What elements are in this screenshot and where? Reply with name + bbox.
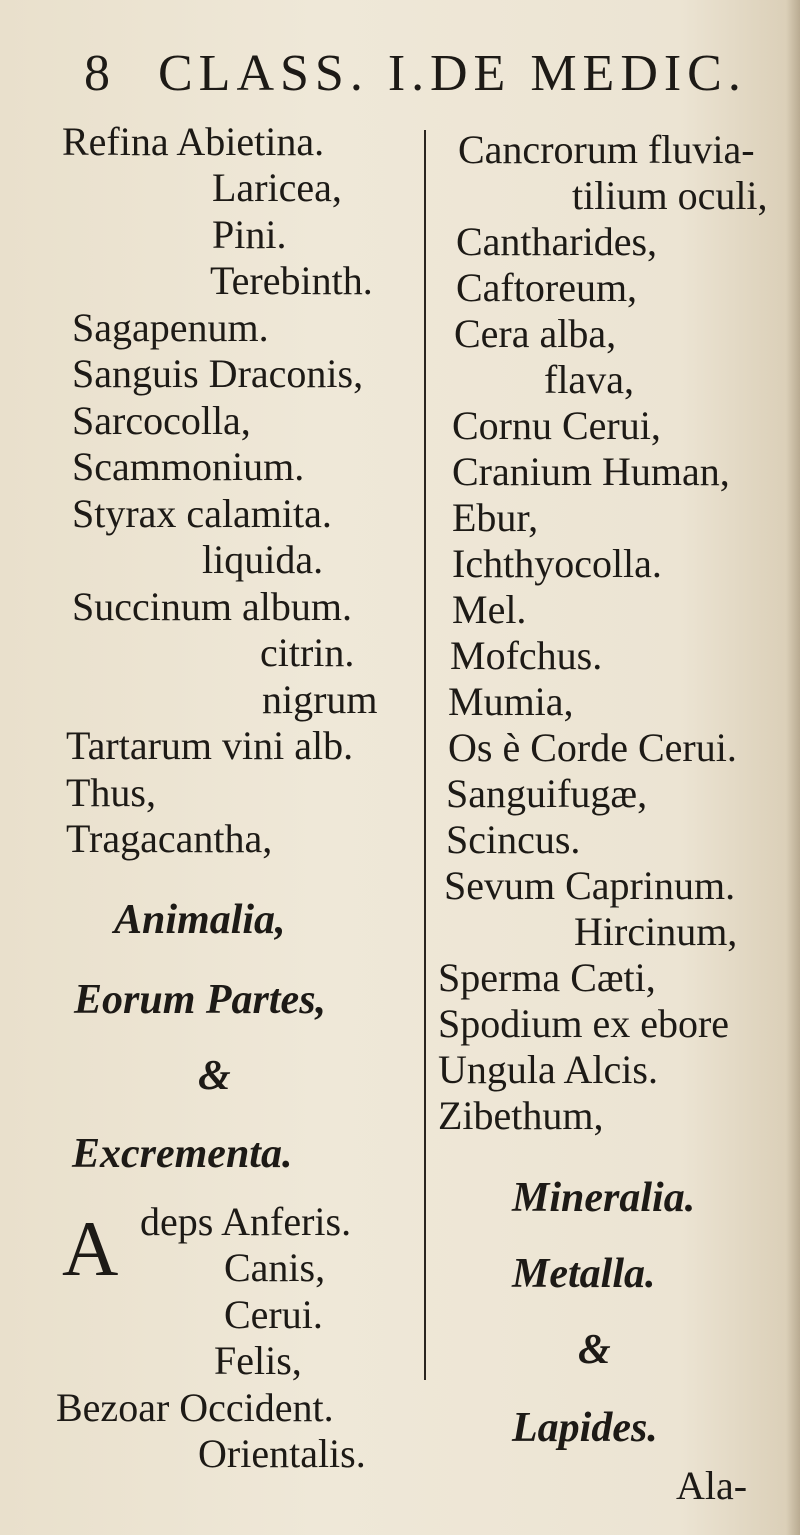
list-item: Os è Corde Cerui.: [448, 725, 737, 770]
list-item: Cornu Cerui,: [452, 403, 661, 448]
list-item: Cera alba,: [454, 311, 617, 356]
list-item: Ungula Alcis.: [438, 1047, 658, 1092]
section-heading-mineralia: Mineralia.: [512, 1175, 696, 1221]
column-divider: [424, 130, 426, 1380]
list-item: Caftoreum,: [456, 265, 638, 310]
list-item: Terebinth.: [210, 258, 373, 303]
list-item: Scincus.: [446, 817, 581, 862]
list-item: Pini.: [212, 212, 287, 257]
list-item: Tartarum vini alb.: [66, 723, 354, 768]
list-item: Cerui.: [224, 1292, 323, 1337]
list-item: Sarcocolla,: [72, 398, 251, 443]
list-item: Hircinum,: [574, 909, 738, 954]
list-item: Mofchus.: [450, 633, 603, 678]
list-item: Sagapenum.: [72, 305, 269, 350]
list-item: Refina Abietina.: [62, 119, 325, 164]
list-item: Cantharides,: [456, 219, 658, 264]
page-edge-shadow: [786, 0, 800, 1535]
drop-cap: A: [62, 1205, 119, 1292]
section-heading-ampersand: &: [578, 1327, 611, 1373]
section-heading-metalla: Metalla.: [512, 1251, 656, 1297]
section-heading-animalia: Animalia,: [114, 897, 286, 943]
list-item: Zibethum,: [438, 1093, 604, 1138]
running-header: [84, 44, 784, 114]
list-item: Laricea,: [212, 165, 342, 210]
list-item: Sanguis Draconis,: [72, 351, 364, 396]
list-item: Canis,: [224, 1245, 326, 1290]
list-item: Cranium Human,: [452, 449, 730, 494]
list-item: Sperma Cæti,: [438, 955, 656, 1000]
list-item: citrin.: [260, 630, 355, 675]
list-item: Styrax calamita.: [72, 491, 332, 536]
list-item: Scammonium.: [72, 444, 305, 489]
list-item: Ebur,: [452, 495, 539, 540]
list-item: tilium oculi,: [572, 173, 768, 218]
page-number: 8: [84, 45, 116, 102]
list-item: Mel.: [452, 587, 527, 632]
list-item: Ichthyocolla.: [452, 541, 662, 586]
list-item: Orientalis.: [198, 1431, 366, 1476]
section-heading-lapides: Lapides.: [512, 1405, 658, 1451]
list-item: Cancrorum fluvia-: [458, 127, 755, 172]
list-item: Sanguifugæ,: [446, 771, 648, 816]
list-item: liquida.: [202, 537, 324, 582]
section-heading-excrementa: Excrementa.: [72, 1131, 293, 1177]
list-item: flava,: [544, 357, 634, 402]
list-item: deps Anferis.: [140, 1199, 352, 1244]
section-label: DE MEDIC.: [430, 45, 747, 102]
list-item: Sevum Caprinum.: [444, 863, 736, 908]
list-item: Mumia,: [448, 679, 574, 724]
list-item: Felis,: [214, 1338, 302, 1383]
list-item: Spodium ex ebore: [438, 1001, 730, 1046]
catchword: Ala-: [676, 1463, 748, 1508]
section-heading-partes: Eorum Partes,: [74, 977, 327, 1023]
list-item: Succinum album.: [72, 584, 352, 629]
list-item: Tragacantha,: [66, 816, 273, 861]
list-item: Thus,: [66, 770, 156, 815]
list-item: Bezoar Occident.: [56, 1385, 334, 1430]
class-label: CLASS. I.: [158, 45, 431, 102]
list-item: nigrum: [262, 677, 378, 722]
section-heading-ampersand: &: [198, 1053, 231, 1099]
